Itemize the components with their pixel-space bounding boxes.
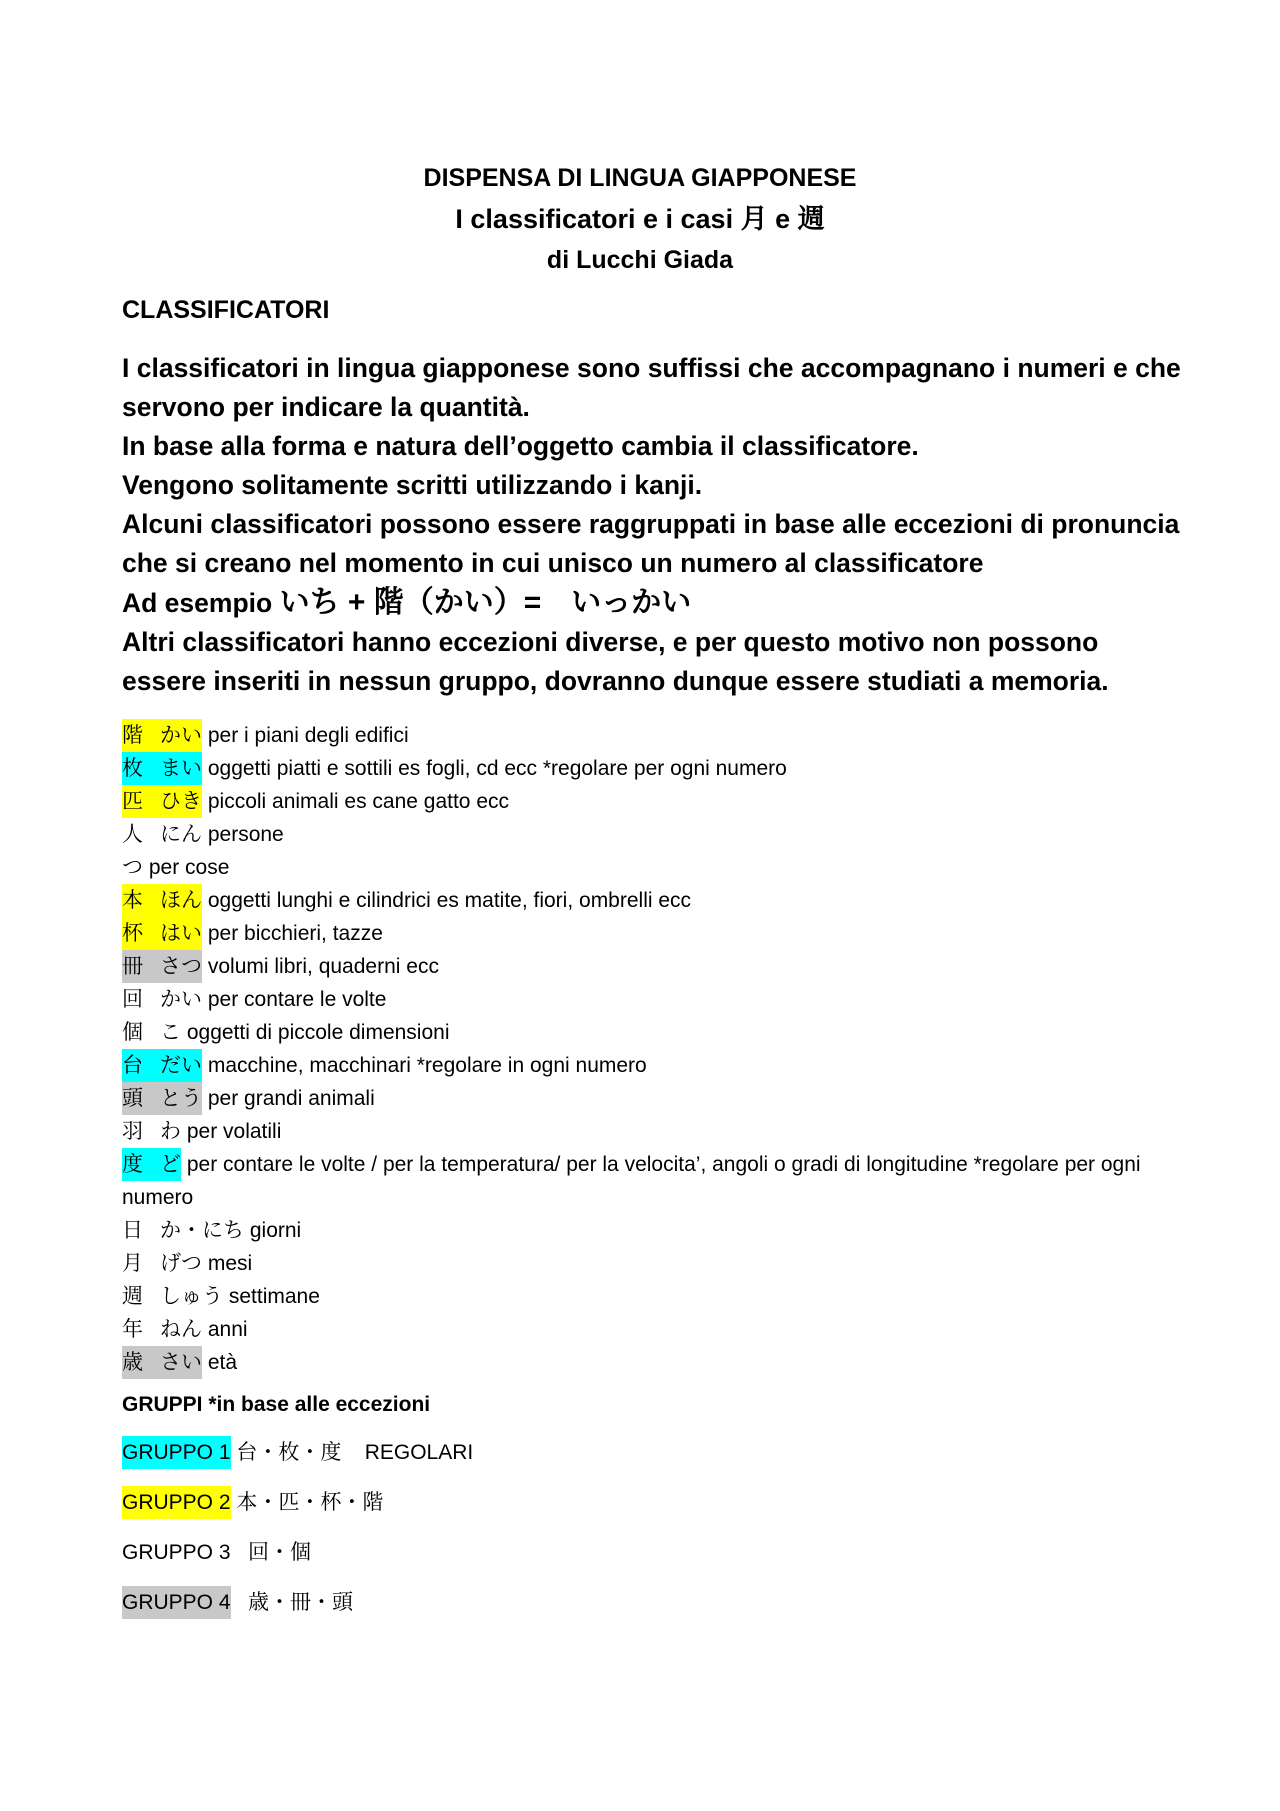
classifier-description: persone — [207, 823, 284, 846]
intro-paragraph-4: Alcuni classificatori possono essere raggruppati in base alle eccezioni di pronuncia che si creano nel momento in cui unisco un numero al classificatore — [122, 509, 1180, 578]
group-note: REGOLARI — [364, 1441, 474, 1464]
classifier-row — [122, 752, 1182, 785]
classifier-tag — [122, 917, 202, 950]
classifier-description: anni — [207, 1318, 248, 1341]
intro-paragraph-5: Altri classificatori hanno eccezioni diverse, e per questo motivo non possono essere inseriti in nessun gruppo, dovranno dunque essere studiati a memoria. — [122, 627, 1109, 696]
document-header — [0, 158, 1280, 280]
classifier-kanji: 人 — [122, 823, 143, 846]
classifier-reading: まい — [160, 757, 202, 780]
example-formula: いち + 階（かい）= いっかい — [279, 586, 692, 619]
group-members: 歳・冊・頭 — [248, 1591, 354, 1614]
intro-paragraph-1: I classificatori in lingua giapponese sono suffissi che accompagnano i numeri e che servono per indicare la quantità. — [122, 353, 1181, 422]
classifier-tag — [122, 1016, 181, 1049]
classifier-kanji: 冊 — [122, 955, 143, 978]
classifier-row — [122, 785, 1182, 818]
classifier-row — [122, 818, 1182, 851]
classifier-tag — [122, 950, 202, 983]
classifier-kanji: 羽 — [122, 1120, 143, 1143]
group-members: 本・匹・杯・階 — [236, 1491, 384, 1514]
classifier-reading: しゅう — [160, 1285, 223, 1308]
classifier-reading: ど — [160, 1153, 181, 1176]
classifier-reading: わ — [160, 1120, 181, 1143]
classifier-kanji: 歳 — [122, 1351, 143, 1374]
classifier-row — [122, 1016, 1182, 1049]
classifier-row — [122, 1148, 1182, 1214]
classifier-row — [122, 1049, 1182, 1082]
classifier-kanji: 匹 — [122, 790, 143, 813]
classifier-reading: さい — [160, 1351, 202, 1374]
classifier-kanji: 月 — [122, 1252, 143, 1275]
classifier-description: per cose — [148, 856, 230, 879]
classifier-reading: つ — [122, 856, 143, 879]
classifier-tag — [122, 1280, 223, 1313]
classifier-kanji: 杯 — [122, 922, 143, 945]
classifier-tag — [122, 1148, 181, 1181]
classifier-row — [122, 884, 1182, 917]
classifier-description: volumi libri, quaderni ecc — [207, 955, 439, 978]
classifier-description: oggetti lunghi e cilindrici es matite, fiori, ombrelli ecc — [207, 889, 692, 912]
classifier-kanji: 年 — [122, 1318, 143, 1341]
classifier-reading: だい — [160, 1054, 202, 1077]
document-subtitle: I classificatori e i casi 月 e 週 — [455, 204, 825, 234]
classifier-tag — [122, 851, 143, 884]
groups-title: GRUPPI *in base alle eccezioni — [122, 1393, 431, 1416]
classifier-reading: にん — [160, 823, 202, 846]
intro-paragraph-3: Vengono solitamente scritti utilizzando i kanji. — [122, 470, 703, 500]
classifier-description: per contare le volte — [207, 988, 387, 1011]
classifier-kanji: 個 — [122, 1021, 143, 1044]
classifier-row — [122, 1115, 1182, 1148]
classifier-tag — [122, 1214, 244, 1247]
classifier-list — [122, 719, 1182, 1379]
classifier-reading: かい — [160, 988, 202, 1011]
classifier-kanji: 頭 — [122, 1087, 143, 1110]
classifier-row — [122, 1082, 1182, 1115]
section-title: CLASSIFICATORI — [122, 296, 330, 324]
classifier-row — [122, 983, 1182, 1016]
classifier-kanji: 週 — [122, 1285, 143, 1308]
classifier-description: oggetti piatti e sottili es fogli, cd ecc *regolare per ogni numero — [207, 757, 787, 780]
classifier-tag — [122, 1346, 202, 1379]
classifier-tag — [122, 1082, 202, 1115]
group-label: GRUPPO 4 — [122, 1586, 231, 1619]
group-label: GRUPPO 2 — [122, 1486, 231, 1519]
classifier-description: per contare le volte / per la temperatura/ per la velocita’, angoli o gradi di longitudine *regolare per ogni numero — [122, 1153, 1141, 1209]
intro-example — [122, 583, 1182, 623]
classifier-reading: ひき — [160, 790, 202, 813]
classifier-tag — [122, 884, 202, 917]
classifier-row — [122, 1214, 1182, 1247]
classifier-kanji: 階 — [122, 724, 143, 747]
classifier-tag — [122, 1313, 202, 1346]
classifier-reading: かい — [160, 724, 202, 747]
classifier-kanji: 台 — [122, 1054, 143, 1077]
classifier-reading: さつ — [160, 955, 202, 978]
example-prefix: Ad esempio — [122, 588, 280, 618]
document-title: DISPENSA DI LINGUA GIAPPONESE — [423, 164, 857, 192]
classifier-reading: こ — [160, 1021, 181, 1044]
classifier-kanji: 回 — [122, 988, 143, 1011]
classifier-row — [122, 917, 1182, 950]
classifier-kanji: 枚 — [122, 757, 143, 780]
group-row — [122, 1486, 473, 1536]
classifier-description: età — [207, 1351, 238, 1374]
classifier-description: piccoli animali es cane gatto ecc — [207, 790, 510, 813]
intro-text — [122, 349, 1182, 701]
classifier-reading: とう — [160, 1087, 202, 1110]
classifier-tag — [122, 1247, 202, 1280]
classifier-description: per grandi animali — [207, 1087, 375, 1110]
classifier-tag — [122, 719, 202, 752]
classifier-reading: ほん — [160, 889, 202, 912]
classifier-description: settimane — [228, 1285, 320, 1308]
classifier-reading: ねん — [160, 1318, 202, 1341]
classifier-row — [122, 851, 1182, 884]
classifier-kanji: 度 — [122, 1153, 143, 1176]
group-row — [122, 1536, 473, 1586]
classifier-description: per i piani degli edifici — [207, 724, 409, 747]
classifier-tag — [122, 983, 202, 1016]
group-label: GRUPPO 1 — [122, 1436, 231, 1469]
classifier-kanji: 日 — [122, 1219, 143, 1242]
group-members: 台・枚・度 — [236, 1441, 342, 1464]
group-members: 回・個 — [248, 1541, 312, 1564]
classifier-row — [122, 719, 1182, 752]
classifier-row — [122, 1346, 1182, 1379]
classifier-row — [122, 1247, 1182, 1280]
group-list — [122, 1436, 473, 1636]
classifier-tag — [122, 785, 202, 818]
classifier-description: macchine, macchinari *regolare in ogni numero — [207, 1054, 647, 1077]
classifier-row — [122, 1313, 1182, 1346]
classifier-reading: はい — [160, 922, 202, 945]
classifier-kanji: 本 — [122, 889, 143, 912]
group-row — [122, 1436, 473, 1486]
classifier-description: per volatili — [186, 1120, 282, 1143]
group-row — [122, 1586, 473, 1636]
classifier-reading: げつ — [160, 1252, 202, 1275]
classifier-reading: か・にち — [160, 1219, 244, 1242]
classifier-tag — [122, 1049, 202, 1082]
classifier-description: giorni — [249, 1219, 302, 1242]
intro-paragraph-2: In base alla forma e natura dell’oggetto cambia il classificatore. — [122, 431, 919, 461]
classifier-description: mesi — [207, 1252, 253, 1275]
classifier-tag — [122, 752, 202, 785]
classifier-description: per bicchieri, tazze — [207, 922, 383, 945]
classifier-tag — [122, 818, 202, 851]
classifier-row — [122, 950, 1182, 983]
group-label: GRUPPO 3 — [122, 1541, 231, 1564]
classifier-row — [122, 1280, 1182, 1313]
classifier-tag — [122, 1115, 181, 1148]
classifier-description: oggetti di piccole dimensioni — [186, 1021, 450, 1044]
document-author: di Lucchi Giada — [546, 246, 734, 274]
